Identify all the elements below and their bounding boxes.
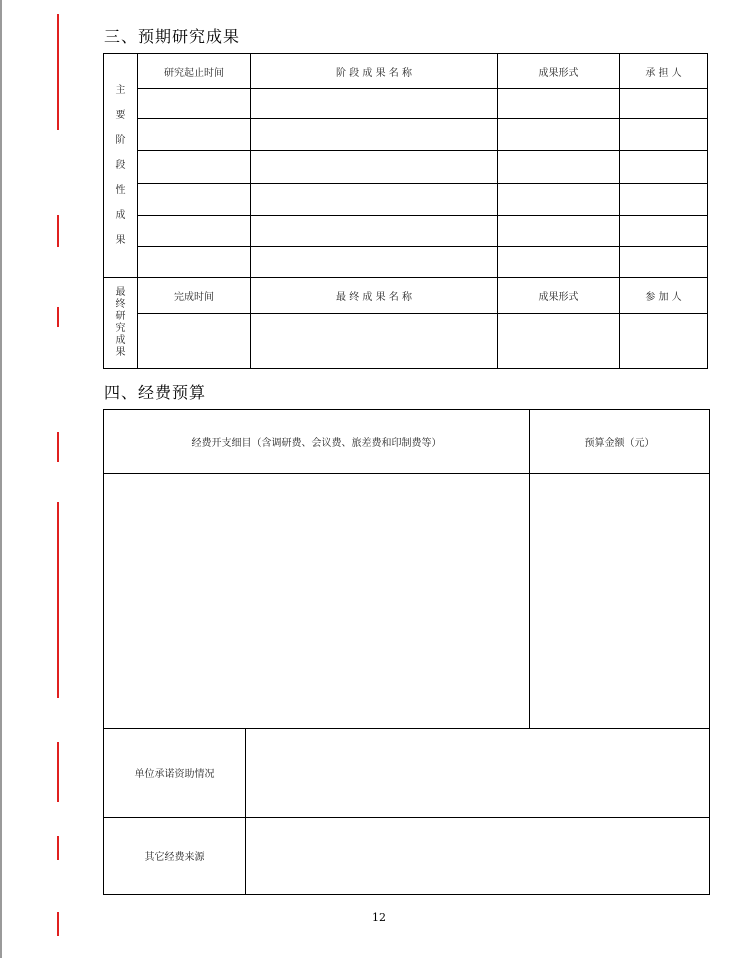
col-header: 完成时间 — [138, 278, 251, 314]
input-cell[interactable] — [620, 247, 708, 278]
col-header: 研究起止时间 — [138, 54, 251, 89]
input-cell[interactable] — [138, 89, 251, 119]
expected-results-table — [103, 53, 708, 369]
table-row — [104, 817, 710, 894]
input-cell[interactable] — [138, 119, 251, 151]
section3-title: 三、预期研究成果 — [104, 27, 241, 46]
table-row — [104, 54, 708, 89]
margin-mark — [57, 742, 59, 802]
col-header: 经费开支细目（含调研费、会议费、旅差费和印制费等） — [104, 410, 530, 474]
input-cell[interactable] — [498, 119, 620, 151]
input-cell[interactable] — [138, 151, 251, 184]
row-label: 其它经费来源 — [104, 817, 246, 894]
section4-title: 四、经费预算 — [104, 383, 207, 402]
input-cell[interactable] — [620, 314, 708, 369]
input-cell[interactable] — [251, 184, 498, 216]
unit-commitment-cell[interactable] — [246, 728, 710, 817]
stage-results-label-cell — [104, 54, 138, 278]
input-cell[interactable] — [498, 184, 620, 216]
input-cell[interactable] — [498, 216, 620, 247]
final-results-label-cell — [104, 278, 138, 369]
input-cell[interactable] — [251, 314, 498, 369]
input-cell[interactable] — [138, 247, 251, 278]
input-cell[interactable] — [138, 314, 251, 369]
table-row — [104, 89, 708, 119]
table-row — [104, 247, 708, 278]
input-cell[interactable] — [620, 89, 708, 119]
input-cell[interactable] — [620, 119, 708, 151]
page-left-edge — [0, 0, 2, 958]
other-funding-cell[interactable] — [246, 817, 710, 894]
table-row — [104, 278, 708, 314]
input-cell[interactable] — [620, 184, 708, 216]
budget-detail-cell[interactable] — [104, 474, 530, 729]
row-label: 单位承诺资助情况 — [104, 728, 246, 817]
input-cell[interactable] — [251, 151, 498, 184]
table-row — [104, 314, 708, 369]
margin-mark — [57, 912, 59, 936]
margin-mark — [57, 836, 59, 860]
margin-mark — [57, 14, 59, 130]
col-header: 最 终 成 果 名 称 — [251, 278, 498, 314]
page-number: 12 — [372, 911, 386, 924]
budget-amount-cell[interactable] — [530, 474, 710, 729]
table-row — [104, 474, 710, 729]
col-header: 预算金额（元） — [530, 410, 710, 474]
input-cell[interactable] — [498, 314, 620, 369]
input-cell[interactable] — [251, 89, 498, 119]
final-results-label: 最终研究成果 — [115, 287, 126, 358]
col-header: 承 担 人 — [620, 54, 708, 89]
input-cell[interactable] — [251, 247, 498, 278]
input-cell[interactable] — [498, 247, 620, 278]
margin-mark — [57, 215, 59, 247]
input-cell[interactable] — [138, 216, 251, 247]
input-cell[interactable] — [251, 119, 498, 151]
table-row — [104, 728, 710, 817]
input-cell[interactable] — [620, 151, 708, 184]
stage-results-label: 主要阶段性成果 — [115, 85, 126, 246]
col-header: 成果形式 — [498, 54, 620, 89]
input-cell[interactable] — [138, 184, 251, 216]
input-cell[interactable] — [620, 216, 708, 247]
input-cell[interactable] — [251, 216, 498, 247]
col-header: 参 加 人 — [620, 278, 708, 314]
table-row — [104, 119, 708, 151]
margin-mark — [57, 432, 59, 462]
table-row — [104, 184, 708, 216]
table-row — [104, 151, 708, 184]
margin-mark — [57, 307, 59, 327]
input-cell[interactable] — [498, 151, 620, 184]
col-header: 阶 段 成 果 名 称 — [251, 54, 498, 89]
budget-table — [103, 409, 710, 895]
margin-mark — [57, 502, 59, 698]
col-header: 成果形式 — [498, 278, 620, 314]
table-row — [104, 410, 710, 474]
table-row — [104, 216, 708, 247]
input-cell[interactable] — [498, 89, 620, 119]
